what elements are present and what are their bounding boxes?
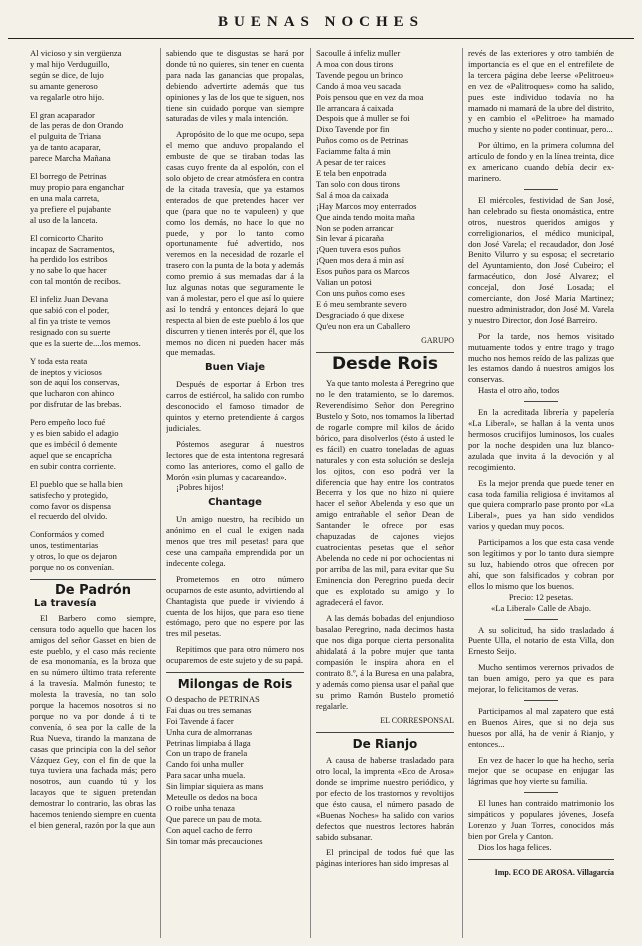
rois-signature: EL CORRESPONSAL (380, 715, 454, 725)
buen-viaje-heading: Buen Viaje (204, 362, 266, 374)
column-divider (462, 48, 463, 938)
imprint-line: Imp. ECO DE AROSA. Villagarcía (494, 867, 614, 877)
masthead (0, 0, 642, 40)
verse-line: Al vicioso y sin vergüenza (30, 48, 122, 58)
stanza-break (30, 226, 156, 233)
buen-viaje-text: Después de esportar á Erbon tres carros de estiércol, ha salido con rumbo desconocido el famoso timador de quintos y eterno pretendiente á cargos judiciales. (166, 379, 304, 433)
column-2 (166, 48, 304, 938)
chantage-heading: Chantage (208, 497, 262, 509)
verse-line: ya prefiere el pujabante (30, 203, 111, 214)
verse-line: Ile arrancara á caixada (316, 102, 394, 113)
verse-line: Que parece un pau de mota. (166, 813, 262, 824)
masthead-rule (8, 38, 634, 39)
verse-line: parece Marcha Mañana (30, 153, 111, 164)
verse-line: Sin tomar más precauciones (166, 835, 263, 846)
verse-line: de las peras de don Orando (30, 120, 124, 131)
milongas-verses (166, 694, 304, 847)
verse-line: El cornicorto Charito (30, 232, 104, 243)
verse-line: O despacho de PETRINAS (166, 693, 260, 704)
verse-line: con tal montón de recibos. (30, 276, 121, 287)
divider-line (468, 859, 614, 860)
verse-line: y mal hijo Verduguillo, (30, 58, 110, 69)
verse-line: Sal á moa da caixada (316, 189, 389, 200)
verse-line: que lucharon con ahinco (30, 388, 115, 399)
verse-line: en subir contra corriente. (30, 460, 116, 471)
verse-line: Non se poden arrancar (316, 222, 394, 233)
verse-line: Unha cura de almorranas (166, 726, 253, 737)
verse-line: Que ainda tendo moita maña (316, 211, 415, 222)
travesia-heading: La travesía (34, 597, 97, 609)
verse-line: porque no os convenían. (30, 562, 115, 573)
news-paragraph: El lunes han contraido matrimonio los simpáticos y populares jóvenes, Josefa Lorenzo y Juan Torres, conocidos más bien por Grela y Canton. (468, 798, 614, 841)
verse-line: Sin limpiar siquiera as mans (166, 781, 264, 792)
news-paragraph: Por último, en la primera columna del artículo de fondo y en la línea treinta, dice ex americano cuando debía decir ex-marinero. (468, 140, 614, 183)
verse-line: Pero empeño loco fué (30, 417, 106, 428)
verse-line: E ó meu sembrante severo (316, 298, 407, 309)
verse-line: ¡Quen tuvera esos puños (316, 244, 401, 255)
stanza-break (30, 164, 156, 171)
verse-line: Cando á moa veu sacada (316, 80, 401, 91)
news-paragraph: Mucho sentimos verernos privados de tan buen amigo, pero ya que es para mejorar, lo felicitamos de veras. (468, 662, 614, 695)
verse-line: El infeliz Juan Devana (30, 294, 109, 305)
article-continuation: sabiendo que te disgustas se hará por donde tú no quieres, sin tener en cuenta para nada las ganancias que propalas, debiendo advertirte además que tus opiniones y las de los que te siguen, nos tiene sin cuidado porque van siempre saturadas de viles y mala intención. (166, 48, 304, 124)
verse-line: Foi Tavende á facer (166, 715, 234, 726)
verse-line: Con un trapo de franela (166, 748, 248, 759)
verse-line: aquel que se encaprícha (30, 449, 112, 460)
news-paragraph: El miércoles, festividad de San José, han celebrado su fiesta onomástica, entre otros, nuestros queridos amigos y correligionarios, el médico municipal, don José Varela; el recaudador, don José Benito Vilurro y su esposa; el secretario del Ayuntamiento, don José Cubeiro; el farmacéutico, don José Alvarez; el concejal, don José Losada; el comerciante, don José Maria Martinez; nuestro administrador, don José M. Varela y nuestro Director, don José Barreiro. (468, 194, 614, 325)
chantage-text: Prometemos en otro número ocuparnos de este asunto, advirtiendo al Chantagista que puede ir viviendo á cuenta de los hijos, que para eso tiene estómago, pero que no espere por las tres mil pesetas. (166, 573, 304, 639)
verse-line: O roibe unha tenaza (166, 803, 235, 813)
rianjo-continuation: revés de las exteriores y otro también de importancia es el que en el entrefilete de la tercera página debe leerse «Pelitroeu» en vez de «Palitroques» como ha salido, pues este individuo todavía no ha mamado ni mamará de la ubre del distrito, y en cambio el «Pelitroe» ha mamado mucho y siente no poder continuar, pero... (468, 48, 614, 135)
verse-line: Con aquel cacho de ferro (166, 824, 253, 835)
verse-line: Puños como os de Petrinas (316, 135, 409, 146)
verse-line: El gran acaparador (30, 109, 95, 120)
stanza-break (30, 287, 156, 294)
divider-line (30, 579, 156, 580)
column-3 (316, 48, 454, 938)
verse-line: Valian un potosi (316, 277, 372, 288)
verse-line: que es imbécil ó demente (30, 439, 118, 449)
article-paragraph: Apropósito de lo que me ocupo, sepa el memo que anduvo propalando el embuste de que se tiraban todas las casas cuyo frente da al espolón, con el solo objeto de crear atmósfera en contra de la citada travesía, que ya estamos enterados de que pretendes hacer ver que (para que no te vapuleen) y que como los demás, no hace lo que no puede, y por lo tanto como oportunamente fué advertido, nos veremos en la necesidad de rozarle el trasero con la punta de la bota y además como premio á sus memadas dar á la luz algunas notas que seguramente le van á molestar, pero el que así lo quiere así lo tendrá y entonces dejará lo que respecta al bien de este pueblo á los que discurren y tienen interés por él, que los memos no dicen ni pueden hacer más que memadas. (166, 129, 304, 358)
verse-line: resignado con su suerte (30, 326, 111, 337)
news-paragraph: Hasta el otro año, todos (478, 385, 560, 396)
stanza-break (30, 349, 156, 356)
verse-line: Faciamme falta á min (316, 146, 391, 157)
verse-line: Despois que á muller se foi (316, 113, 410, 124)
verse-line: y no sabe lo que hacer (30, 265, 107, 276)
news-paragraph: Participamos al mal zapatero que está en Buenos Aires, que si no deja sus huesos por allá, ha de venir á Rianjo, y entonces... (468, 705, 614, 749)
verse-line: A pesar de ter raices (316, 157, 386, 168)
travesia-text: El Barbero como siempre, censura todo aquello que hacen los amigos del señor Gasset en bien de este pueblo, y el caso más reciente de esa monomanía, es la broza que en su número último trata referente á la travesía. Malmón funesto; te molesta la travesía, no tan solo porque la hacemos nosotros si no porque no va por donde á ti te convenía, ó sea por la calle de la Rua Nueva, tirando la manzana de casas que principia con la del señor Vázquez Gey, con el fin de que la tuya tuviera una fachada más; pero nosotros, aun cuando tú y los lacayos que te siguen pretendan demostrar lo contrario, las obras las hacemos teniendo siempre en cuenta el bien general, razón por la que aun (30, 612, 156, 830)
verse-line: El pueblo que se halla bien (30, 478, 123, 489)
verse-line: Cando foi unha muller (166, 759, 244, 770)
verse-line: ya de tanto acaparar, (30, 142, 101, 153)
newspaper-title: BUENAS NOCHES (218, 14, 424, 30)
buen-viaje-text: ¡Pobres hijos! (176, 482, 224, 493)
news-paragraph: En la acreditada librería y papelería «La Liberal», se hallan á la venta unos hermosos crucifijos luminosos, los cuales por la noche despiden una luz blanco-azulada que invita á la devoción y al recogimiento. (468, 407, 614, 472)
verse-line: Tavende pegou un brinco (316, 69, 403, 80)
verse-line: Conformáos y comed (30, 529, 104, 540)
chantage-text: Repitimos que para otro número nos ocuparemos de este sujeto y de su papá. (166, 644, 304, 666)
verse-line: unos, testimentarias (30, 540, 99, 551)
verse-line: ha perdido los estribos (30, 254, 108, 265)
verse-line: como favor os dispensa (30, 500, 111, 511)
de-rianjo-text: A causa de haberse trasladado para otro local, la imprenta «Eco de Arosa» donde se imprime nuestro periódico, y por efecto de los trastornos y revoltijos que ésto causa, el número pasado de «Buenas Noches» ha salido con varios defectos que nuestros lectores habrán sabido subsanar. (316, 755, 454, 842)
verse-line: va regalarle otro hijo. (30, 91, 104, 102)
short-divider (524, 792, 558, 793)
verse-line: el pulguita de Triana (30, 131, 101, 142)
chantage-text: Un amigo nuestro, ha recibido un anónimo en el cual le exigen nada menos que tres mil pesetas! para que cese una campaña emprendida por un indecente colega. (166, 514, 304, 568)
verse-line: ¡Hay Marcos moy enterrados (316, 200, 417, 211)
verse-line: ¡Quen mos dera á min así (316, 255, 405, 266)
stanza-break (30, 410, 156, 417)
column-4 (468, 48, 614, 938)
verse-line: al fin ya triste te vemos (30, 315, 111, 326)
divider-line (316, 732, 454, 733)
milongas-heading: Milongas de Rois (177, 677, 293, 692)
verse-line: Sacoulle á infeliz muller (316, 48, 401, 58)
verse-line: Dixo Tavende por fin (316, 124, 390, 135)
verse-line: en una mala carreta, (30, 192, 100, 203)
news-paragraph: Participamos a los que esta casa vende son legítimos y por lo tanto dura siempre su luz, habiendo otros que ofrecen por ahí, que son falsificados y cobran por ellos lo mismo que los buenos. (468, 537, 614, 591)
news-paragraph: Dios los haga felices. (478, 841, 552, 852)
column-divider (160, 48, 161, 938)
verse-line: Sin levar á picaraña (316, 233, 384, 244)
verse-line: muy propio para enganchar (30, 181, 125, 192)
stanza-break (30, 522, 156, 529)
verse-line: incapaz de Sacramentos, (30, 243, 115, 254)
news-paragraph: A su solicitud, ha sido trasladado á Puente Ulla, el notario de esta Villa, don Ernesto Seijo. (468, 624, 614, 657)
padron-heading: De Padrón (55, 582, 131, 598)
price-line: Precio: 12 pesetas. (508, 591, 574, 602)
satirical-verses (30, 48, 156, 573)
verse-line: Qu'eu non era un Caballero (316, 320, 411, 331)
column-1 (30, 48, 156, 938)
verse-line: A moa con dous tirons (316, 58, 394, 69)
news-paragraph: Es la mejor prenda que puede tener en casa toda familia religiosa é invitamos al que quiera comprarlo pase pronto por «La Liberal», pues ya han sido vendidos varios y quedan muy pocos. (468, 477, 614, 532)
verse-line: Petrinas limpiaba á llaga (166, 737, 251, 748)
stanza-break (30, 472, 156, 479)
short-divider (524, 189, 558, 190)
address-line: «La Liberal» Calle de Abajo. (491, 602, 591, 613)
verse-line: Tan solo con dous tirons (316, 178, 400, 189)
desde-rois-text: Ya que tanto molesta á Peregrino que no le den tratamiento, se lo daremos. Reverendísimo Señor don Peregrino Bustelo y Soto, nos tomamos la libertad de rogarle compre mil kilos de ácido bórico, para disolverlos (ésto á usted le es fácil) en cuatro toneladas de aguas naturales y con esta solución se desleja los ojitos, con eso podrá ver la diferencia que hay entre los contratos Becerra y los que no hizo ni quiere hacer el señor Abelenda y eso que un amigo entrañable el señor Dean de Santander le ofrece por esas chapuzadas de cajones viejos cuatrocientas pesetas que el señor Abelenda no cede ni por ochocientas ni por arriba de las mil, para evitar que Su Eminencia don Peregrino pueda decir que es explotado su amigo y lo agradecerá el favor. (316, 378, 454, 607)
verse-line: de ineptos y viciosos (30, 366, 102, 377)
verse-line: que es la suerte de....los memos. (30, 337, 141, 348)
de-rianjo-heading: De Rianjo (352, 737, 418, 752)
verse-line: el recuerdo del olvido. (30, 511, 108, 522)
verse-line: Esos puños para os Marcos (316, 266, 410, 277)
verse-line: satisfecho y protegido, (30, 489, 109, 500)
verse-line: El borrego de Petrinas (30, 171, 107, 182)
verse-line: Fai duas ou tres semanas (166, 704, 252, 715)
verse-line: son de aquí los conservas, (30, 377, 120, 388)
verse-line: y otros, lo que os dejaron (30, 551, 117, 562)
verse-line: por disfrutar de las brebas. (30, 399, 122, 410)
verse-line: su amante generoso (30, 80, 98, 91)
desde-rois-text: A las demás bobadas del enjundioso basalao Peregrino, nada decimos hasta que nos diga porque cierta personalita ahidalatá á la pobre mujer que tanta compasión le inspira ahora en el contrato 8.º, á la Buresa en una palabra, y además como piensa usar el pañal que su primo Ramón Bustelo prometió regalarle. (316, 613, 454, 711)
divider-line (316, 352, 454, 353)
news-paragraph: En vez de hacer lo que ha hecho, sería mejor que se ocupase en enjugar las lágrimas que hoy vierte su familia. (468, 754, 614, 787)
verse-line: que sabió con el poder, (30, 305, 110, 316)
verse-line: Y toda esta reata (30, 355, 88, 366)
verse-line: Para sacar unha muela. (166, 770, 246, 781)
column-divider (310, 48, 311, 938)
desde-rois-heading: Desde Rois (331, 354, 439, 375)
milongas-verses-continued (316, 48, 454, 332)
divider-line (166, 672, 304, 673)
de-rianjo-text: El principal de todos fué que las páginas interiores han sido impresas al (316, 846, 454, 868)
verse-line: al uso de la lanceta. (30, 214, 98, 225)
verse-line: Meteulle os dedos na boca (166, 792, 258, 803)
verse-line: Con uns puños como eses (316, 287, 405, 298)
verses-signature: GARUPO (421, 335, 454, 345)
verse-line: Desgraciado ó que dixese (316, 309, 405, 320)
buen-viaje-text: Póstemos asegurar á nuestros lectores que de esta intentona regresará como las anteriores, como el gallo de Morón «sin plumas y cacareando». (166, 438, 304, 482)
verse-line: y es bien sabido el adagio (30, 428, 119, 439)
short-divider (524, 619, 558, 620)
verse-line: Pois pensou que en vez da moa (316, 91, 424, 102)
verse-line: E tela ben enpotrada (316, 167, 387, 178)
verse-line: según se dice, de lujo (30, 69, 104, 80)
short-divider (524, 401, 558, 402)
short-divider (524, 700, 558, 701)
stanza-break (30, 103, 156, 110)
news-paragraph: Por la tarde, nos hemos visitado mutuamente todos y entre trago y trago mucho nos hemos reído de las palizas que les estamos dando á nuestros amigos los conservas. (468, 330, 614, 385)
